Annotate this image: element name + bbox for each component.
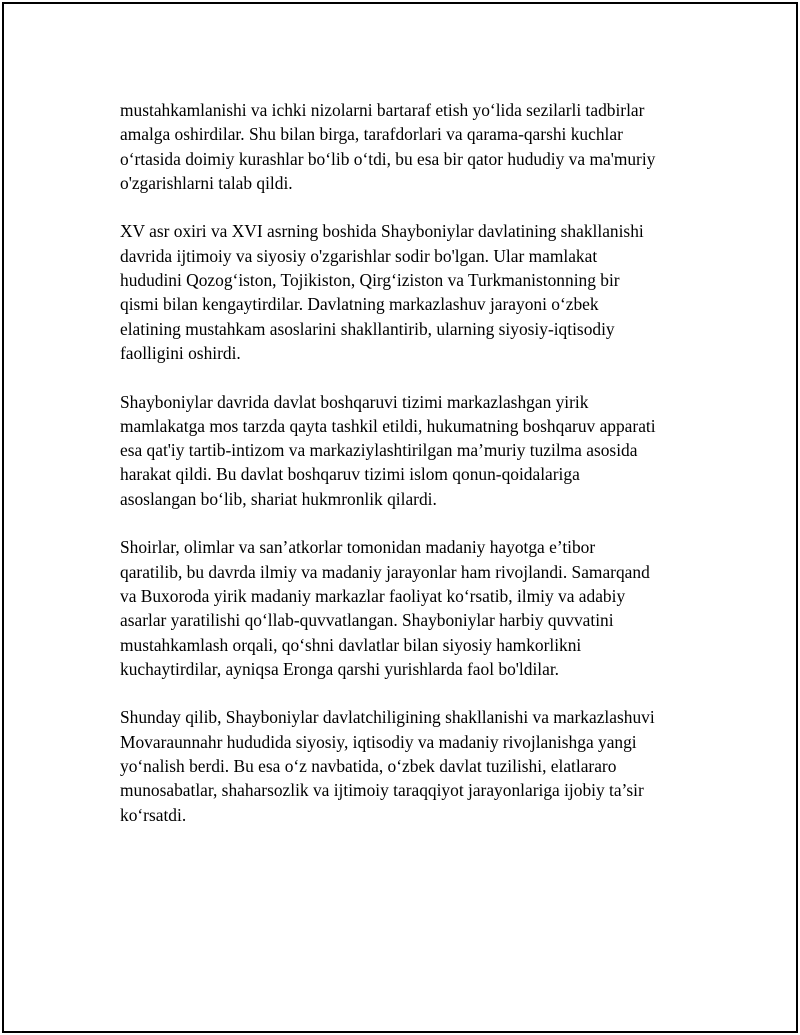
document-body [120,98,690,851]
paragraph-5: Shunday qilib, Shayboniylar davlatchiligining shakllanishi va markazlashuvi Movaraunnahr hududida siyosiy, iqtisodiy va madaniy rivojlanishga yangi yo‘nalish berdi. Bu esa o‘z navbatida, o‘zbek davlat tuzilishi, elatlararo munosabatlar, shaharsozlik va ijtimoiy taraqqiyot jarayonlariga ijobiy ta’sir ko‘rsatdi. [120,707,655,825]
paragraph-2: XV asr oxiri va XVI asrning boshida Shayboniylar davlatining shakllanishi davrida ijtimoiy va siyosiy o'zgarishlar sodir bo'lgan. Ular mamlakat hududini Qozog‘iston, Tojikiston, Qirg‘iziston va Turkmanistonning bir qismi bilan kengaytirdilar. Davlatning markazlashuv jarayoni o‘zbek elatining mustahkam asoslarini shakllantirib, ularning siyosiy-iqtisodiy faolligini oshirdi. [120,221,644,363]
paragraph-4: Shoirlar, olimlar va san’atkorlar tomonidan madaniy hayotga e’tibor qaratilib, bu davrda ilmiy va madaniy jarayonlar ham rivojlandi. Samarqand va Buxoroda yirik madaniy markazlar faoliyat ko‘rsatib, ilmiy va adabiy asarlar yaratilishi qo‘llab-quvvatlangan. Shayboniylar harbiy quvvatini mustahkamlash orqali, qo‘shni davlatlar bilan siyosiy hamkorlikni kuchaytirdilar, ayniqsa Eronga qarshi yurishlarda faol bo'ldilar. [120,537,650,679]
page-border [2,2,798,1033]
paragraph-1: mustahkamlanishi va ichki nizolarni bartaraf etish yo‘lida sezilarli tadbirlar amalga oshirdilar. Shu bilan birga, tarafdorlari va qarama-qarshi kuchlar o‘rtasida doimiy kurashlar bo‘lib o‘tdi, bu esa bir qator hududiy va ma'muriy o'zgarishlarni talab qildi. [120,100,656,193]
paragraph-3: Shayboniylar davrida davlat boshqaruvi tizimi markazlashgan yirik mamlakatga mos tarzda qayta tashkil etildi, hukumatning boshqaruv apparati esa qat'iy tartib-intizom va markaziylashtirilgan ma’muriy tuzilma asosida harakat qildi. Bu davlat boshqaruv tizimi islom qonun-qoidalariga asoslangan bo‘lib, shariat hukmronlik qilardi. [120,391,656,509]
